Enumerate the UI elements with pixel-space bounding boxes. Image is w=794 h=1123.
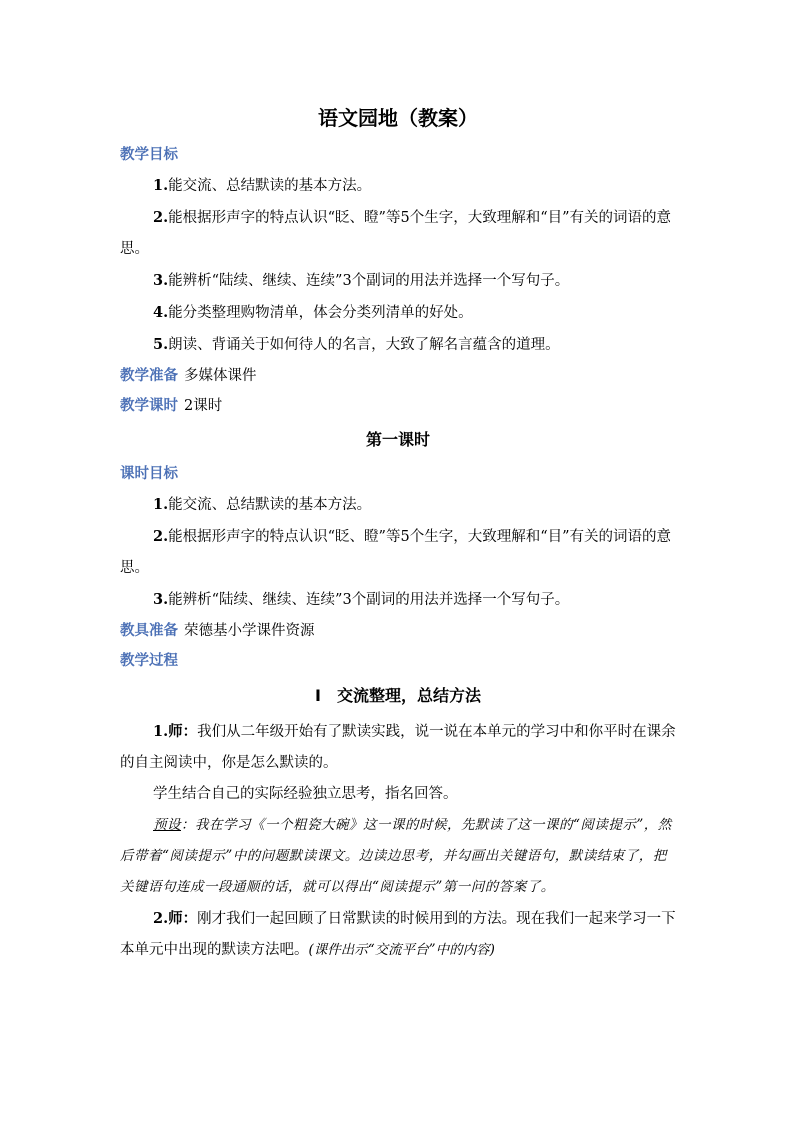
goal-item	[120, 297, 676, 329]
goal-number: 1.	[153, 177, 169, 194]
goal-item	[120, 170, 676, 202]
teaching-prep	[120, 361, 676, 391]
lesson-goal-number: 1.	[153, 496, 169, 513]
lesson-goal-item	[120, 521, 676, 584]
teaching-process-label: 教学过程	[120, 653, 178, 669]
teaching-hours	[120, 391, 676, 421]
page-title: 语文园地（教案）	[318, 106, 478, 130]
goal-item	[120, 265, 676, 297]
courseware-note: (课件出示“交流平台”中的内容)	[308, 942, 495, 958]
goal-text: 能分类整理购物清单，体会分类列清单的好处。	[168, 305, 473, 321]
lesson-goal-item	[120, 584, 676, 616]
goal-text: 能交流、总结默读的基本方法。	[168, 178, 372, 194]
lesson-goal-text: 能辨析“陆续、继续、连续”3个副词的用法并选择一个写句子。	[168, 592, 570, 608]
teacher-lead: 1.师：	[153, 723, 198, 740]
tools-prep	[120, 616, 676, 646]
preset-label: 预设	[153, 817, 181, 833]
document-content	[120, 100, 676, 966]
lesson-goal-number: 3.	[153, 591, 169, 608]
process-paragraph-2: 学生结合自己的实际经验独立思考，指名回答。	[153, 786, 458, 802]
paragraph-text: 我们从二年级开始有了默读实践，说一说在本单元的学习中和你平时在课余的自主阅读中，你是怎么默读的。	[120, 724, 676, 771]
goal-text: 能辨析“陆续、继续、连续”3个副词的用法并选择一个写句子。	[168, 273, 570, 289]
teaching-goals-label: 教学目标	[120, 147, 178, 163]
tools-prep-label: 教具准备	[120, 623, 178, 639]
goal-number: 4.	[153, 304, 169, 321]
preset-text: ：我在学习《一个粗瓷大碗》这一课的时候，先默读了这一课的“阅读提示”，然后带着“阅读提示”中的问题默读课文。边读边思考，并勾画出关键语句，默读结束了，把关键语句连成一段通顺的话，就可以得出“阅读提示”第一问的答案了。	[120, 817, 672, 895]
teaching-prep-label: 教学准备	[120, 368, 178, 384]
tools-prep-value: 荣德基小学课件资源	[184, 623, 315, 639]
preset-answer	[120, 810, 676, 903]
lesson-goals-label: 课时目标	[120, 466, 178, 482]
lesson-goal-text: 能交流、总结默读的基本方法。	[168, 497, 372, 513]
part-one-heading: Ⅰ 交流整理，总结方法	[315, 686, 481, 705]
teacher-lead: 2.师：	[153, 910, 198, 927]
teaching-prep-value: 多媒体课件	[184, 368, 257, 384]
goal-number: 5.	[153, 336, 169, 353]
goal-item	[120, 202, 676, 265]
lesson-goal-item	[120, 489, 676, 521]
teaching-hours-value: 2课时	[184, 398, 223, 414]
paragraph-text: 刚才我们一起回顾了日常默读的时候用到的方法。现在我们一起来学习一下本单元中出现的默读方法吧。	[120, 911, 676, 958]
goal-number: 3.	[153, 272, 169, 289]
goal-number: 2.	[153, 209, 169, 226]
lesson-goal-number: 2.	[153, 528, 169, 545]
process-paragraph-3	[120, 903, 676, 966]
goal-text: 能根据形声字的特点认识“眨、瞪”等5个生字，大致理解和“目”有关的词语的意思。	[120, 210, 672, 257]
goal-item	[120, 329, 676, 361]
teaching-hours-label: 教学课时	[120, 398, 178, 414]
lesson-goal-text: 能根据形声字的特点认识“眨、瞪”等5个生字，大致理解和“目”有关的词语的意思。	[120, 529, 672, 576]
goal-text: 朗读、背诵关于如何待人的名言，大致了解名言蕴含的道理。	[168, 337, 560, 353]
lesson-one-heading: 第一课时	[365, 430, 430, 449]
process-paragraph-1	[120, 716, 676, 779]
